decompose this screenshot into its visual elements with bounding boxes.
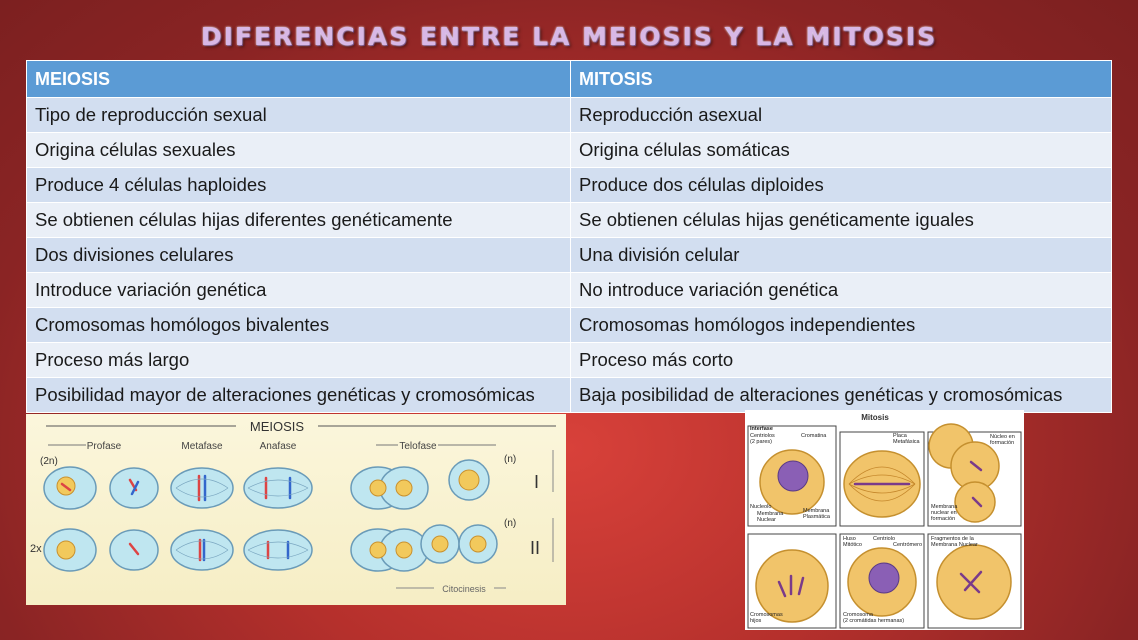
slide-title: DIFERENCIAS ENTRE LA MEIOSIS Y LA MITOSIS: [200, 22, 938, 51]
meiosis-cell: Posibilidad mayor de alteraciones genéticas y cromosómicas: [27, 378, 571, 413]
mitosis-cell: Una división celular: [571, 238, 1112, 273]
division-count-label: 2x: [30, 543, 42, 555]
label-centriolo: Centriolo: [873, 536, 896, 542]
label-nuclear-en: nuclear en: [931, 510, 957, 516]
meiosis-cell: Dos divisiones celulares: [27, 238, 571, 273]
table-row: [27, 98, 1112, 133]
table-row: [27, 203, 1112, 238]
label-cromosoma: Cromosoma: [843, 612, 873, 618]
meiosis-diagram: [26, 414, 566, 605]
label-formacion-2: formación: [931, 516, 956, 522]
label-centromero: Centrómero: [893, 542, 923, 548]
label-placa: Placa: [893, 433, 907, 439]
phase-label: Metafase: [181, 441, 223, 452]
label-plasmatica: Plasmática: [803, 514, 830, 520]
table-row: [27, 343, 1112, 378]
table-row: [27, 378, 1112, 413]
label-nucleolo: Nucleolo: [750, 504, 772, 510]
mitosis-cell: Produce dos células diploides: [571, 168, 1112, 203]
table-row: [27, 273, 1112, 308]
table-row: [27, 133, 1112, 168]
ploidy-label-n: (n): [504, 454, 517, 465]
mitosis-diagram: [745, 410, 1024, 630]
meiosis-figure-title: MEIOSIS: [249, 419, 305, 434]
label-hijos: hijos: [750, 618, 762, 624]
label-cromatidas: (2 cromátidas hermanas): [843, 618, 905, 624]
mitosis-cell: Se obtienen células hijas genéticamente iguales: [571, 203, 1112, 238]
phase-label: Anafase: [259, 441, 297, 452]
meiosis-row-2-cells: [44, 525, 497, 571]
label-fragmentos: Fragmentos de la: [931, 536, 974, 542]
header-meiosis: MEIOSIS: [27, 61, 571, 98]
label-cromatina: Cromatina: [801, 433, 827, 439]
comparison-table: [26, 60, 1112, 413]
ploidy-label-n: (n): [504, 518, 517, 529]
mitosis-cell: Reproducción asexual: [571, 98, 1112, 133]
meiosis-cell: Produce 4 células haploides: [27, 168, 571, 203]
label-nucleo-en: Núcleo en: [990, 434, 1015, 440]
label-metafasica: Metafásica: [893, 439, 920, 445]
meiosis-cell: Proceso más largo: [27, 343, 571, 378]
mitosis-cell: Cromosomas homólogos independientes: [571, 308, 1112, 343]
mitosis-cell: Proceso más corto: [571, 343, 1112, 378]
label-cromosomas: Cromosomas: [750, 612, 783, 618]
mitosis-cell: Baja posibilidad de alteraciones genéticas y cromosómicas: [571, 378, 1112, 413]
label-nuclear: Nuclear: [757, 517, 776, 523]
table-row: [27, 168, 1112, 203]
label-membrana-3: Membrana: [931, 504, 958, 510]
label-interfase: Interfase: [750, 426, 773, 432]
mitosis-cell: Origina células somáticas: [571, 133, 1112, 168]
header-mitosis: MITOSIS: [571, 61, 1112, 98]
label-centriolos-2: (2 pares): [750, 439, 773, 445]
label-membrana-nuclear: Membrana Nuclear: [931, 542, 978, 548]
label-membrana-2: Membrana: [803, 508, 830, 514]
mitosis-figure-title: Mitosis: [861, 413, 889, 422]
label-mitotico: Mitótico: [843, 542, 862, 548]
ploidy-label-2n: (2n): [40, 456, 58, 467]
table-row: [27, 238, 1112, 273]
table-header-row: [27, 61, 1112, 98]
label-huso: Huso: [843, 536, 856, 542]
label-membrana: Membrana: [757, 511, 784, 517]
label-centriolos: Centriolos: [750, 433, 775, 439]
division-label-i: I: [534, 472, 540, 492]
phase-label: Profase: [86, 441, 122, 452]
label-formacion: formación: [990, 440, 1015, 446]
meiosis-cell: Se obtienen células hijas diferentes genéticamente: [27, 203, 571, 238]
table-row: [27, 308, 1112, 343]
cytokinesis-label: Citocinesis: [442, 584, 486, 594]
meiosis-cell: Cromosomas homólogos bivalentes: [27, 308, 571, 343]
division-label-ii: II: [530, 538, 541, 558]
meiosis-cell: Tipo de reproducción sexual: [27, 98, 571, 133]
meiosis-cell: Introduce variación genética: [27, 273, 571, 308]
mitosis-cell: No introduce variación genética: [571, 273, 1112, 308]
meiosis-cell: Origina células sexuales: [27, 133, 571, 168]
phase-label: Telofase: [399, 441, 437, 452]
